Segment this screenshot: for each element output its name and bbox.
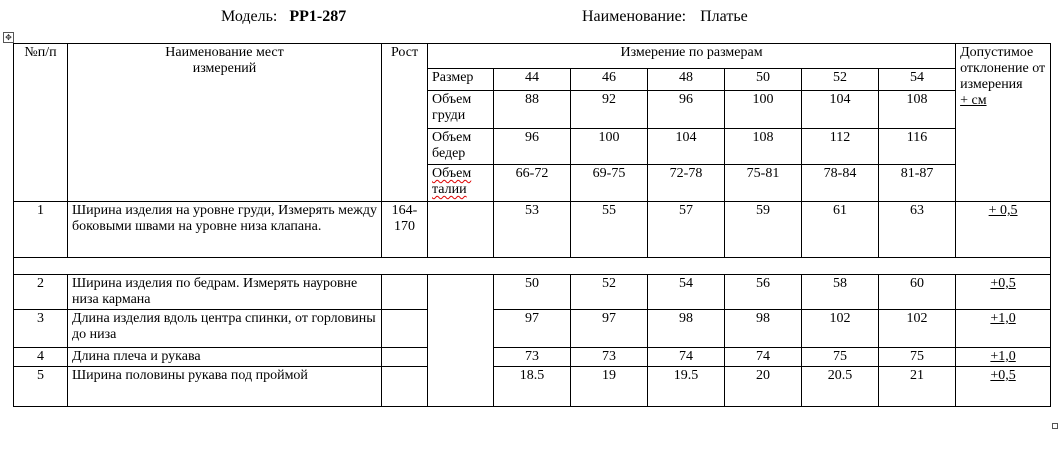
hip-value: 104 [648, 129, 725, 165]
waist-value: 75-81 [725, 165, 802, 202]
row-value: 98 [725, 310, 802, 348]
size-row-label: Размер [428, 69, 494, 91]
row-height [382, 275, 428, 310]
chest-value: 96 [648, 91, 725, 129]
row-tolerance [956, 310, 1051, 348]
hip-label: Объем бедер [428, 129, 494, 165]
row-value: 97 [571, 310, 648, 348]
chest-value: 108 [879, 91, 956, 129]
row-empty-cell [428, 275, 494, 407]
row-tolerance-text: +0,5 [990, 276, 1016, 291]
chest-value: 104 [802, 91, 879, 129]
row-height: 164-170 [382, 202, 428, 258]
row-value: 50 [494, 275, 571, 310]
table-row [14, 367, 1051, 407]
header-name [68, 44, 382, 202]
row-value: 59 [725, 202, 802, 258]
hip-value: 112 [802, 129, 879, 165]
row-value: 73 [494, 348, 571, 367]
table-row [14, 275, 1051, 310]
measurement-table [13, 43, 1051, 407]
row-tolerance-text: +1,0 [990, 349, 1016, 364]
row-number: 2 [14, 275, 68, 310]
row-height [382, 367, 428, 407]
size-value: 52 [802, 69, 879, 91]
hip-value: 100 [571, 129, 648, 165]
row-tolerance [956, 348, 1051, 367]
header-height: Рост [382, 44, 428, 202]
row-value: 52 [571, 275, 648, 310]
row-name [68, 275, 382, 310]
row-value: 63 [879, 202, 956, 258]
table-row [14, 310, 1051, 348]
row-tolerance [956, 275, 1051, 310]
model-value: РР1-287 [289, 8, 347, 25]
row-value: 74 [725, 348, 802, 367]
size-value: 48 [648, 69, 725, 91]
size-value: 54 [879, 69, 956, 91]
row-value: 98 [648, 310, 725, 348]
spacer-row [14, 258, 1051, 275]
row-value: 55 [571, 202, 648, 258]
row-value: 56 [725, 275, 802, 310]
row-value: 74 [648, 348, 725, 367]
row-value: 19.5 [648, 367, 725, 407]
waist-label-text: Объем талии [432, 166, 472, 197]
model-label: Модель: [221, 8, 278, 25]
move-icon[interactable]: ✥ [3, 32, 14, 43]
waist-label [428, 165, 494, 202]
row-value: 57 [648, 202, 725, 258]
chest-value: 88 [494, 91, 571, 129]
row-value: 20.5 [802, 367, 879, 407]
row-number: 3 [14, 310, 68, 348]
row-name: Длина плеча и рукава [68, 348, 382, 367]
row-value: 61 [802, 202, 879, 258]
row-value: 53 [494, 202, 571, 258]
row-number: 1 [14, 202, 68, 258]
header-tolerance [956, 44, 1051, 202]
resize-handle-icon[interactable] [1052, 423, 1058, 429]
row-value: 18.5 [494, 367, 571, 407]
chest-value: 100 [725, 91, 802, 129]
header-tolerance-text: Допустимое отклонение от измерения [960, 45, 1046, 92]
waist-value: 66-72 [494, 165, 571, 202]
product-name-value: Платье [700, 8, 748, 25]
model-field [221, 8, 346, 26]
row-tolerance-text: +0,5 [990, 368, 1016, 383]
header-name-text: Наименование мест измерений [165, 45, 284, 76]
size-value: 44 [494, 69, 571, 91]
row-height [382, 310, 428, 348]
row-height [382, 348, 428, 367]
row-value: 54 [648, 275, 725, 310]
product-name-label: Наименование: [582, 8, 687, 25]
document-header [0, 8, 1064, 30]
row-value: 75 [879, 348, 956, 367]
header-sizes: Измерение по размерам [428, 44, 956, 69]
waist-value: 81-87 [879, 165, 956, 202]
header-tolerance-unit: + см [960, 93, 987, 108]
chest-value: 92 [571, 91, 648, 129]
row-value: 75 [802, 348, 879, 367]
waist-value: 78-84 [802, 165, 879, 202]
row-tolerance [956, 367, 1051, 407]
hip-value: 108 [725, 129, 802, 165]
hip-value: 116 [879, 129, 956, 165]
row-name-text: Ширина изделия по бедрам. Измерять науровне низа кармана [72, 276, 358, 307]
table-row [14, 202, 1051, 258]
row-name: Ширина изделия на уровне груди, Измерять между боковыми швами на уровне низа клапана. [68, 202, 382, 258]
hip-value: 96 [494, 129, 571, 165]
waist-value: 69-75 [571, 165, 648, 202]
row-tolerance-text: + 0,5 [988, 203, 1018, 218]
row-value: 97 [494, 310, 571, 348]
product-name-field [582, 8, 748, 26]
row-value: 58 [802, 275, 879, 310]
spacer-cell [14, 258, 1051, 275]
header-num: №п/п [14, 44, 68, 202]
row-empty-cell [428, 202, 494, 258]
row-number: 4 [14, 348, 68, 367]
row-value: 19 [571, 367, 648, 407]
row-value: 60 [879, 275, 956, 310]
row-value: 20 [725, 367, 802, 407]
chest-label: Объем груди [428, 91, 494, 129]
row-value: 102 [802, 310, 879, 348]
row-tolerance-text: +1,0 [990, 311, 1016, 326]
row-value: 21 [879, 367, 956, 407]
row-name: Длина изделия вдоль центра спинки, от горловины до низа [68, 310, 382, 348]
row-tolerance [956, 202, 1051, 258]
row-name: Ширина половины рукава под проймой [68, 367, 382, 407]
waist-value: 72-78 [648, 165, 725, 202]
row-value: 102 [879, 310, 956, 348]
size-value: 46 [571, 69, 648, 91]
row-value: 73 [571, 348, 648, 367]
row-number: 5 [14, 367, 68, 407]
table-row [14, 348, 1051, 367]
size-value: 50 [725, 69, 802, 91]
